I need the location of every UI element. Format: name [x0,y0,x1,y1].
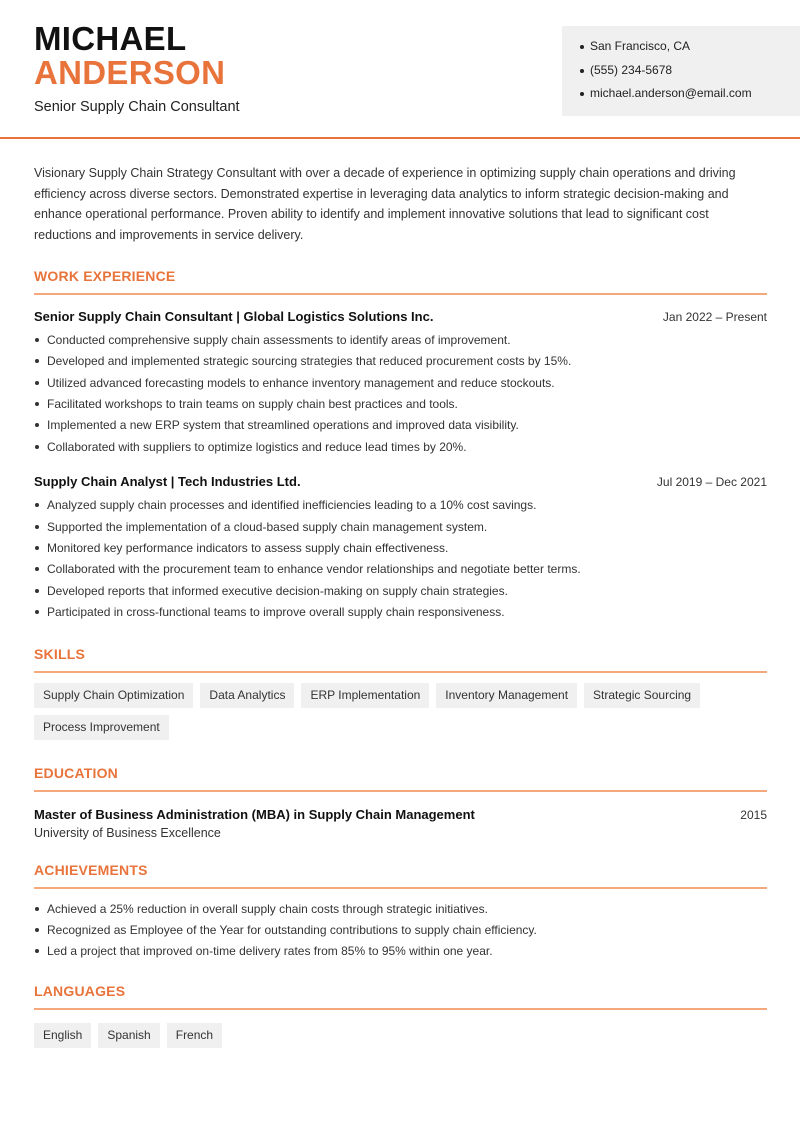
section-title-education: EDUCATION [34,765,767,792]
bullet-item: Utilized advanced forecasting models to enhance inventory management and reduce stockouts. [34,375,767,396]
work-experience-section [34,268,767,626]
last-name: ANDERSON [34,54,226,91]
job-bullets [34,332,767,460]
section-title-languages: LANGUAGES [34,983,767,1010]
education-section [34,765,767,840]
bullet-item: Facilitated workshops to train teams on supply chain best practices and tools. [34,396,767,417]
bullet-item: Implemented a new ERP system that streamlined operations and improved data visibility. [34,417,767,438]
skill-tag: Process Improvement [34,715,169,740]
bullet-item: Led a project that improved on-time delivery rates from 85% to 95% within one year. [34,943,767,964]
achievements-section [34,862,767,965]
skill-tag: Supply Chain Optimization [34,683,193,708]
bullet-item: Recognized as Employee of the Year for outstanding contributions to supply chain efficiency. [34,922,767,943]
language-tag: Spanish [98,1023,159,1048]
job-entry [34,474,767,625]
bullet-item: Monitored key performance indicators to assess supply chain effectiveness. [34,540,767,561]
bullet-item: Supported the implementation of a cloud-based supply chain management system. [34,519,767,540]
contact-box [562,26,800,116]
skill-tag: Strategic Sourcing [584,683,700,708]
bullet-item: Developed and implemented strategic sourcing strategies that reduced procurement costs by 15%. [34,353,767,374]
resume-header [0,0,800,139]
section-title-work: WORK EXPERIENCE [34,268,767,295]
bullet-item: Collaborated with suppliers to optimize logistics and reduce lead times by 20%. [34,439,767,460]
education-entry [34,807,767,840]
skill-tag: ERP Implementation [301,683,429,708]
first-name: MICHAEL [34,20,187,57]
contact-location: San Francisco, CA [580,38,752,62]
contact-phone: (555) 234-5678 [580,62,752,86]
language-tag: French [167,1023,222,1048]
contact-email: michael.anderson@email.com [580,85,752,109]
school-name: University of Business Excellence [34,825,221,840]
graduation-year: 2015 [740,807,767,822]
bullet-item: Conducted comprehensive supply chain assessments to identify areas of improvement. [34,332,767,353]
bullet-item: Analyzed supply chain processes and identified inefficiencies leading to a 10% cost savings. [34,497,767,518]
job-title: Supply Chain Analyst | Tech Industries Ltd. [34,474,301,490]
job-bullets [34,497,767,625]
skills-section [34,646,767,747]
language-tags [34,1023,767,1055]
degree-title: Master of Business Administration (MBA) in Supply Chain Management [34,806,475,822]
resume-body [34,163,767,1055]
job-entry [34,309,767,460]
bullet-item: Developed reports that informed executive decision-making on supply chain strategies. [34,583,767,604]
bullet-item: Achieved a 25% reduction in overall supply chain costs through strategic initiatives. [34,901,767,922]
section-title-skills: SKILLS [34,646,767,673]
skill-tag: Data Analytics [200,683,294,708]
skills-tags [34,683,767,747]
summary-text: Visionary Supply Chain Strategy Consultant with over a decade of experience in optimizing supply chain operations and driving efficiency across diverse sectors. Demonstrated expertise in leveraging data analytics to inform strategic decision-making and enhance operational performance. Proven ability to identify and implement innovative solutions that lead to significant cost reductions and improvements in service delivery. [34,166,736,243]
bullet-item: Participated in cross-functional teams to improve overall supply chain responsiveness. [34,604,767,625]
language-tag: English [34,1023,91,1048]
section-title-achievements: ACHIEVEMENTS [34,862,767,889]
bullet-item: Collaborated with the procurement team to enhance vendor relationships and negotiate better terms. [34,561,767,582]
candidate-name [34,22,225,90]
job-date: Jan 2022 – Present [662,309,767,324]
job-title: Senior Supply Chain Consultant | Global Logistics Solutions Inc. [34,308,434,324]
job-date: Jul 2019 – Dec 2021 [656,475,767,490]
job-role: Senior Supply Chain Consultant [34,99,240,115]
languages-section [34,983,767,1055]
achievement-bullets [34,901,767,965]
skill-tag: Inventory Management [436,683,577,708]
